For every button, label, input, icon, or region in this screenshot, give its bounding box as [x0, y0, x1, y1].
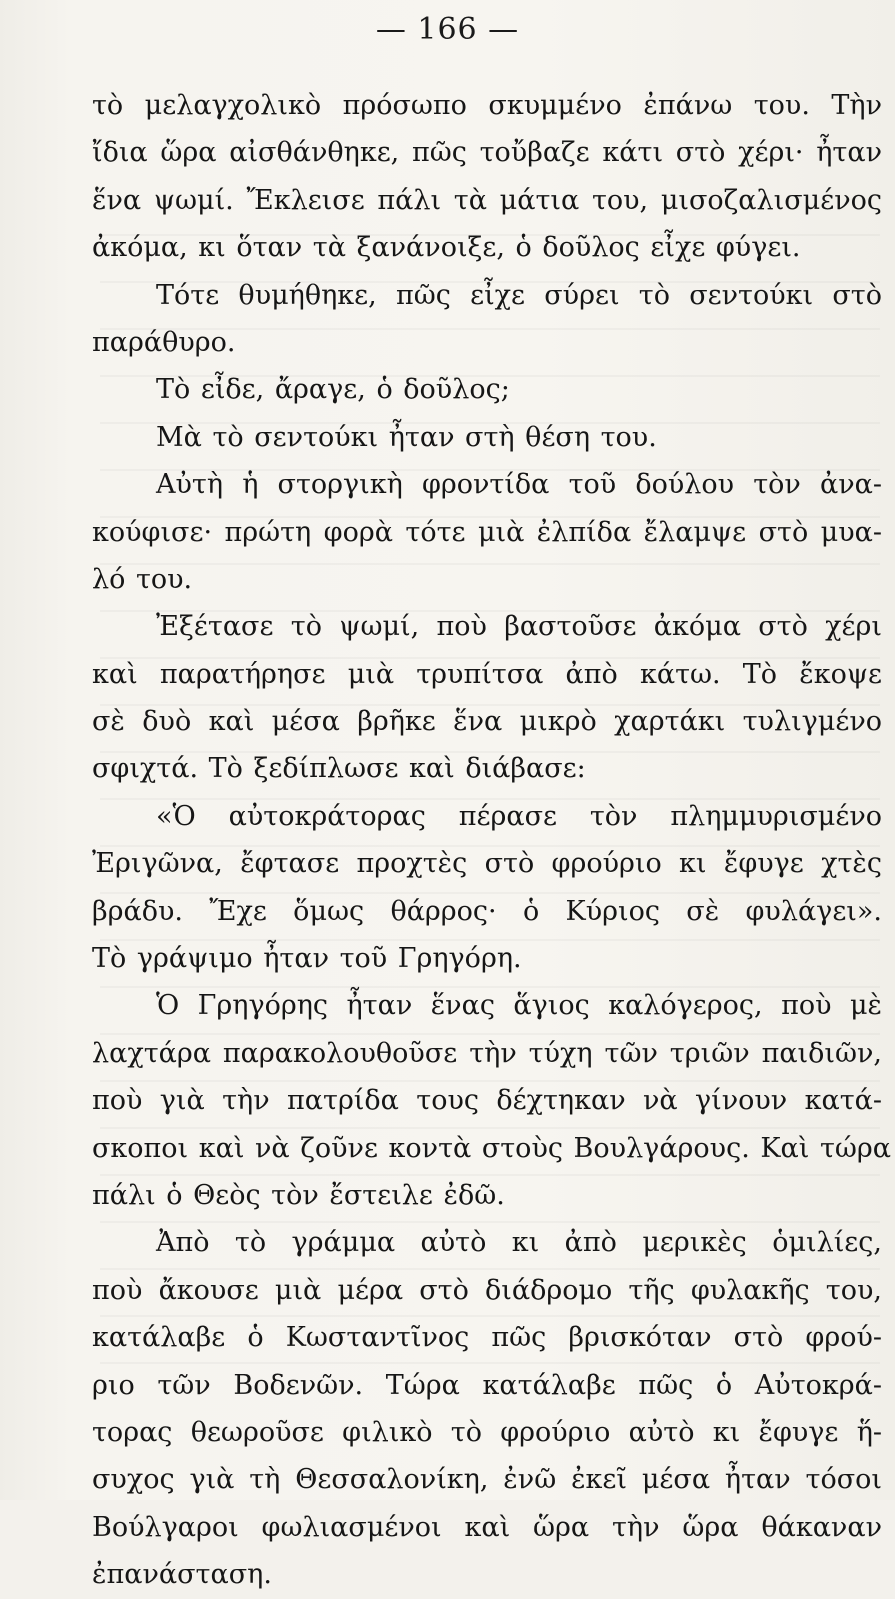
text-line: Ἀπὸ τὸ γράμμα αὐτὸ κι ἀπὸ μερικὲς ὁμιλίες,: [156, 1227, 882, 1259]
text-line: κούφισε· πρώτη φορὰ τότε μιὰ ἐλπίδα ἔλαμψε στὸ μυα-: [92, 516, 882, 548]
text-line: Βούλγαροι φωλιασμένοι καὶ ὥρα τὴν ὥρα θάκαναν: [92, 1511, 882, 1543]
text-line: ποὺ γιὰ τὴν πατρίδα τους δέχτηκαν νὰ γίνουν κατά-: [92, 1085, 882, 1117]
text-line: λό του.: [92, 563, 193, 595]
text-line: ἀκόμα, κι ὅταν τὰ ξανάνοιξε, ὁ δοῦλος εἶχε φύγει.: [92, 232, 801, 264]
page-number: — 166 —: [375, 12, 520, 47]
text-line: ἕνα ψωμί. Ἔκλεισε πάλι τὰ μάτια του, μισοζαλισμένος: [92, 184, 882, 216]
text-line: συχος γιὰ τὴ Θεσσαλονίκη, ἐνῶ ἐκεῖ μέσα ἦταν τόσοι: [92, 1464, 882, 1496]
text-line: κατάλαβε ὁ Κωσταντῖνος πῶς βρισκόταν στὸ φρού-: [92, 1322, 882, 1354]
text-line: Τὸ γράψιμο ἦταν τοῦ Γρηγόρη.: [92, 943, 522, 975]
text-line: ριο τῶν Βοδενῶν. Τώρα κατάλαβε πῶς ὁ Αὐτοκρά-: [92, 1369, 882, 1401]
text-line: Ἐξέτασε τὸ ψωμί, ποὺ βαστοῦσε ἀκόμα στὸ χέρι: [156, 611, 882, 643]
text-line: Μὰ τὸ σεντούκι ἦταν στὴ θέση του.: [156, 421, 657, 453]
text-line: Ἐριγῶνα, ἔφτασε προχτὲς στὸ φρούριο κι ἔφυγε χτὲς: [92, 848, 882, 880]
body-text: [92, 82, 892, 1599]
text-line: ποὺ ἄκουσε μιὰ μέρα στὸ διάδρομο τῆς φυλακῆς του,: [92, 1274, 882, 1306]
text-line: Ὁ Γρηγόρης ἦταν ἕνας ἅγιος καλόγερος, ποὺ μὲ: [156, 990, 882, 1022]
text-line: λαχτάρα παρακολουθοῦσε τὴν τύχη τῶν τριῶν παιδιῶν,: [92, 1037, 882, 1069]
text-line: σφιχτά. Τὸ ξεδίπλωσε καὶ διάβασε:: [92, 753, 586, 785]
text-line: Τότε θυμήθηκε, πῶς εἶχε σύρει τὸ σεντούκι στὸ: [156, 279, 882, 311]
text-line: τορας θεωροῦσε φιλικὸ τὸ φρούριο αὐτὸ κι ἔφυγε ἥ-: [92, 1416, 882, 1448]
text-line: σὲ δυὸ καὶ μέσα βρῆκε ἕνα μικρὸ χαρτάκι τυλιγμένο: [92, 706, 882, 738]
text-line: ἐπανάσταση.: [92, 1559, 272, 1591]
text-line: πάλι ὁ Θεὸς τὸν ἔστειλε ἐδῶ.: [92, 1179, 505, 1211]
text-line: «Ὁ αὐτοκράτορας πέρασε τὸν πλημμυρισμένο: [156, 800, 882, 832]
text-line: παράθυρο.: [92, 326, 236, 358]
text-line: τὸ μελαγχολικὸ πρόσωπο σκυμμένο ἐπάνω του. Τὴν: [92, 90, 882, 121]
text-line: Αὐτὴ ἡ στοργικὴ φροντίδα τοῦ δούλου τὸν ἀνα-: [156, 469, 882, 501]
text-line: βράδυ. Ἔχε ὅμως θάρρος· ὁ Κύριος σὲ φυλάγει».: [92, 895, 882, 927]
text-line: καὶ παρατήρησε μιὰ τρυπίτσα ἀπὸ κάτω. Τὸ ἔκοψε: [92, 658, 882, 690]
text-line: ἴδια ὥρα αἰσθάνθηκε, πῶς τοὔβαζε κάτι στὸ χέρι· ἦταν: [92, 137, 882, 169]
text-line: σκοποι καὶ νὰ ζοῦνε κοντὰ στοὺς Βουλγάρους. Καὶ τώρα: [92, 1132, 892, 1164]
text-line: Τὸ εἶδε, ἄραγε, ὁ δοῦλος;: [156, 374, 510, 406]
